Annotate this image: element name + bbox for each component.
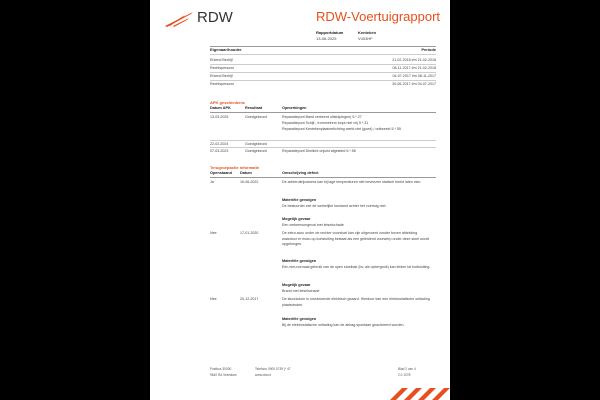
footer-web: www.rdw.nl <box>255 373 271 377</box>
recall-label: Materiële gevolgen <box>282 259 317 263</box>
stripes-decoration-icon <box>390 388 450 400</box>
recall-date: 16-06-2022 <box>240 180 259 184</box>
apk-result: Goedgekeurd <box>245 149 267 153</box>
divider <box>210 54 436 55</box>
owner-row <box>210 82 436 88</box>
footer-address: 9640 RA Veendam <box>210 373 237 377</box>
recall-label: Mogelijk gevaar <box>282 283 311 287</box>
logo-text: RDW <box>197 9 233 26</box>
report-date-label: Rapportdatum <box>316 30 344 35</box>
recall-text: Brand met letselschade <box>282 289 320 293</box>
recall-text: Bij de elektrostatische ontlading kan de airbag spontaan geactiveerd worden. <box>282 323 405 327</box>
recall-desc: De extra accu onder de rechter voorstoel kan zijn uitgevoerd zonder boven afdekking waardoor er risico op kortsluiting bestaat als een geleidend voorwerp onder deze stoel wordt opgeborgen. <box>282 231 429 246</box>
footer-address: Postbus 30000 <box>210 367 232 371</box>
recall-col-desc: Omschrijving defect <box>282 171 319 175</box>
owner-period: 30-06-2017 t/m 04-07-2017 <box>392 82 436 86</box>
apk-notes: Reparatiepunt Schijf-, trommelrem loopt niet vrij 5.*.31 <box>282 121 369 125</box>
owner-name: Rechtspersoon <box>210 82 235 86</box>
apk-col-date: Datum APK <box>210 106 231 110</box>
owner-period: 21-02-2018 t/m 21-02-2018 <box>392 58 436 62</box>
page-title: RDW-Voertuigrapport <box>316 9 441 24</box>
recall-open: Ja <box>210 180 214 184</box>
owners-col-period: Periode <box>421 47 436 52</box>
owner-name: Erkend Bedrijf <box>210 74 233 78</box>
owner-period: 04-07-2017 t/m 08-11-2017 <box>392 74 436 78</box>
apk-date: 07-03-2023 <box>210 149 229 153</box>
recall-open: Nee <box>210 231 217 235</box>
recall-title: Terugroepactie informatie <box>210 165 260 170</box>
owner-period: 08-11-2017 t/m 21-02-2018 <box>392 66 436 70</box>
divider <box>210 64 436 65</box>
divider <box>210 140 436 141</box>
divider <box>210 112 436 113</box>
apk-date: 22-02-2024 <box>210 142 229 146</box>
divider <box>210 72 436 73</box>
recall-desc: De stuurkolom is onvoldoende elektrisch geaard. Hierdoor kan een elektrostatische ontlading plaatsvinden. <box>282 297 430 307</box>
recall-col-date: Datum <box>240 171 252 175</box>
rdw-logo-icon <box>163 9 195 34</box>
apk-col-notes: Opmerkingen <box>282 106 307 110</box>
recall-desc: De achteruitrijcamera kan bij lage temperaturen niet bevriezen statisch beeld laten zien. <box>282 180 422 184</box>
divider <box>210 147 436 148</box>
recall-text: Een verkeersongeval met letselschade <box>282 223 344 227</box>
plate-value: V403HF <box>358 36 373 41</box>
apk-title: APK geschiedenis <box>210 100 245 105</box>
recall-text: De bestuurder ziet de werkelijke toestand achter het voertuig niet. <box>282 204 387 208</box>
apk-result: Goedgekeurd <box>245 142 267 146</box>
recall-label: Materiële gevolgen <box>282 198 317 202</box>
recall-col-open: Openstaand <box>210 171 232 175</box>
apk-notes: Reparatiepunt Dimlicht onjuist afgesteld 5.*.58 <box>282 149 356 153</box>
apk-col-result: Resultaat <box>245 106 263 110</box>
owner-name: Rechtspersoon <box>210 66 235 70</box>
apk-notes: Reparatiepunt Kentekenplaatverlichting werkt niet (goed) / ontbreekt 5.*.55 <box>282 127 401 131</box>
owner-name: Erkend Bedrijf <box>210 58 233 62</box>
owners-col-name: Eigenaar/houder <box>210 47 242 52</box>
plate-label: Kenteken <box>358 30 377 35</box>
recall-text: Een niet-normaal gebruik van de open stoelbak (bv. als opbergruik) kan leiden tot kortsluiting. <box>282 265 431 269</box>
divider <box>210 177 436 178</box>
divider <box>210 80 436 81</box>
recall-open: Nee <box>210 297 217 301</box>
recall-date: 17-01-2020 <box>240 231 259 235</box>
apk-notes: Reparatiepunt Band verkeerd uitstulpingen) 5.*.27 <box>282 115 362 119</box>
recall-date: 20-12-2017 <box>240 297 259 301</box>
report-page <box>150 0 450 400</box>
report-date: 13-06-2025 <box>316 36 337 41</box>
apk-date: 13-03-2025 <box>210 115 229 119</box>
recall-label: Materiële gevolgen <box>282 317 317 321</box>
footer-version: 2.0 1078 <box>398 373 411 377</box>
footer-page: Blad 2 van 4 <box>398 367 416 371</box>
owners-header <box>210 47 436 52</box>
recall-label: Mogelijk gevaar <box>282 217 311 221</box>
footer-phone: Telefoon 0900 0739 (* 47 <box>255 367 291 371</box>
apk-result: Goedgekeurd <box>245 115 267 119</box>
